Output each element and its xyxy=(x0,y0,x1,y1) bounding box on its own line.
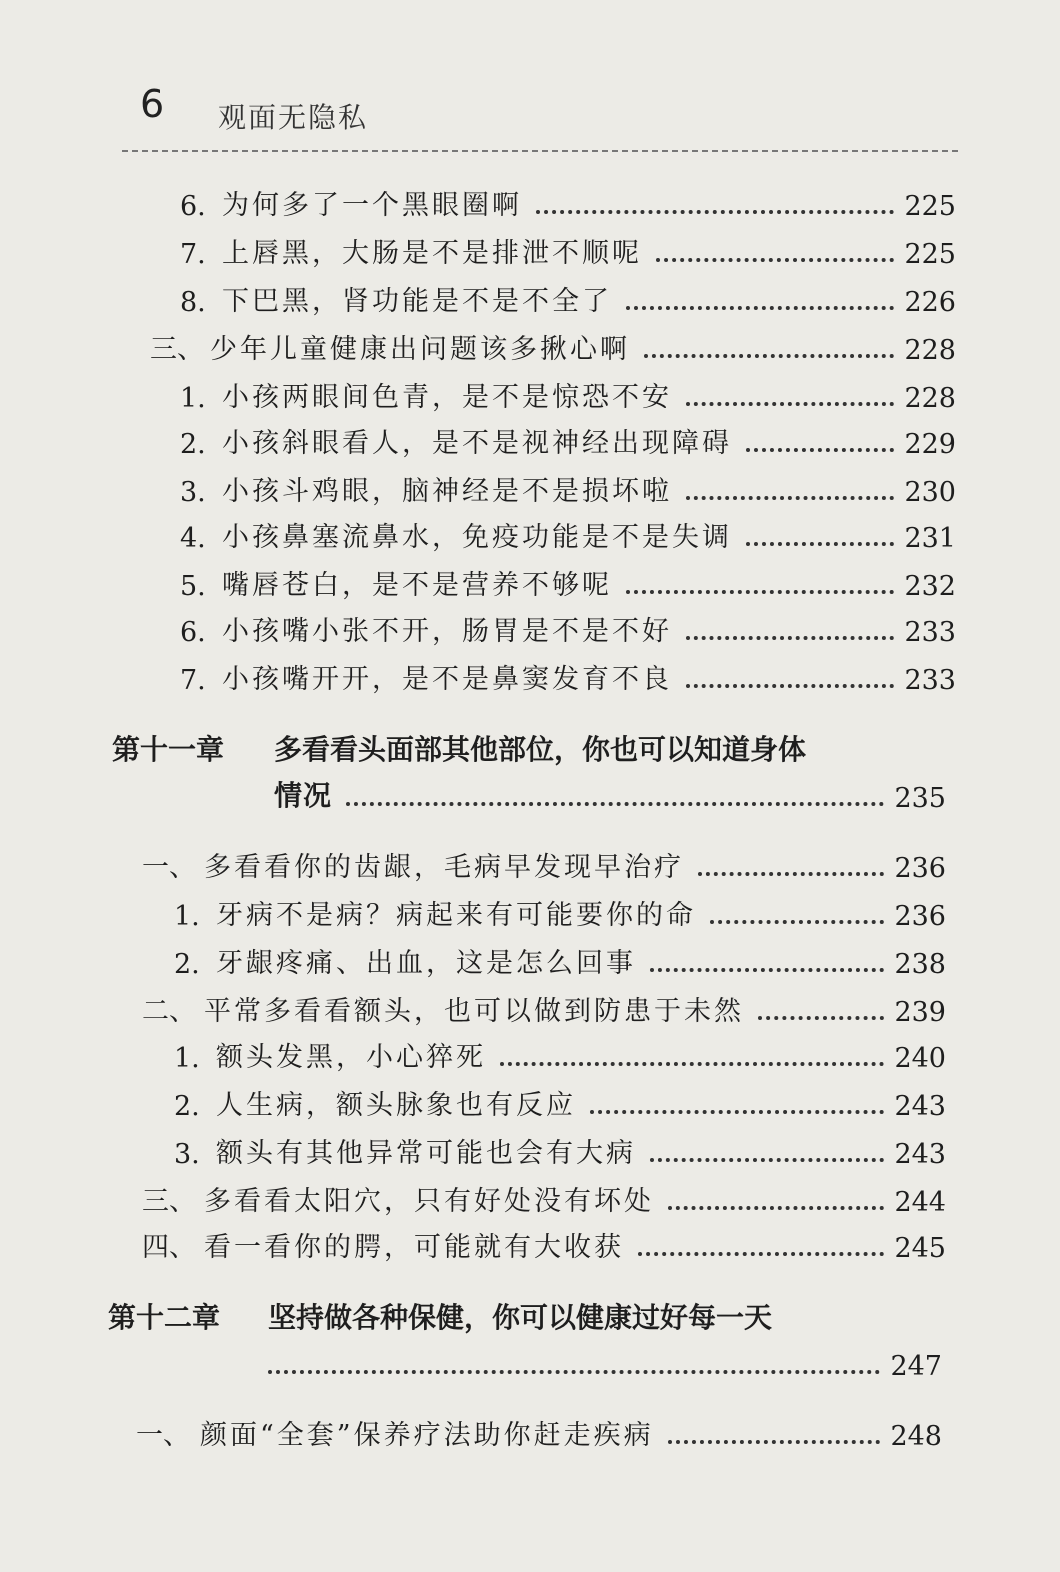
chapter-title-line2: 情况 xyxy=(274,779,333,812)
toc-entry-number: 6. xyxy=(180,617,206,648)
toc-entry-number: 4. xyxy=(180,523,206,554)
chapter-label[interactable]: 第十一章 xyxy=(112,733,225,766)
toc-entry-page: 228 xyxy=(904,335,956,366)
header-rule xyxy=(122,150,958,152)
leader-dots xyxy=(268,1370,880,1374)
toc-entry-title: 牙龈疼痛、出血，这是怎么回事 xyxy=(216,948,636,979)
toc-entry[interactable] xyxy=(180,562,956,602)
leader-dots xyxy=(758,1016,884,1020)
leader-dots xyxy=(686,496,894,500)
toc-entry[interactable] xyxy=(174,1082,946,1122)
chapter-title-continued[interactable] xyxy=(268,1342,942,1382)
toc-entry-title: 多看看你的齿龈，毛病早发现早治疗 xyxy=(204,852,684,883)
toc-entry-page: 228 xyxy=(904,383,956,414)
toc-entry-page: 229 xyxy=(904,429,956,460)
toc-entry-number: 7. xyxy=(180,239,206,270)
leader-dots xyxy=(698,872,884,876)
toc-entry-page: 233 xyxy=(904,665,956,696)
toc-entry-number: 二、 xyxy=(142,996,196,1027)
toc-entry-page: 233 xyxy=(904,617,956,648)
toc-entry-title: 颜面“全套”保养疗法助你赶走疾病 xyxy=(200,1420,654,1451)
toc-entry-number: 三、 xyxy=(150,334,204,365)
toc-section[interactable] xyxy=(142,844,946,884)
toc-entry-title: 嘴唇苍白，是不是营养不够呢 xyxy=(222,570,612,601)
toc-entry[interactable] xyxy=(180,182,956,222)
leader-dots xyxy=(656,258,894,262)
toc-entry-page: 226 xyxy=(904,287,956,318)
toc-entry-number: 6. xyxy=(180,191,206,222)
toc-entry[interactable] xyxy=(180,230,956,270)
toc-entry-title: 看一看你的腭，可能就有大收获 xyxy=(204,1232,624,1263)
toc-entry-page: 238 xyxy=(894,949,946,980)
toc-entry-title: 小孩鼻塞流鼻水，免疫功能是不是失调 xyxy=(222,522,732,553)
toc-entry-title: 为何多了一个黑眼圈啊 xyxy=(222,190,522,221)
leader-dots xyxy=(746,448,894,452)
toc-entry[interactable] xyxy=(180,514,956,554)
toc-entry-title: 小孩嘴开开，是不是鼻窦发育不良 xyxy=(222,664,672,695)
toc-entry-page: 245 xyxy=(894,1233,946,1264)
leader-dots xyxy=(650,1158,884,1162)
toc-entry-page: 243 xyxy=(894,1139,946,1170)
leader-dots xyxy=(686,402,894,406)
toc-entry-title: 小孩两眼间色青，是不是惊恐不安 xyxy=(222,382,672,413)
toc-entry-number: 2. xyxy=(174,949,200,980)
toc-entry-number: 1. xyxy=(180,383,206,414)
chapter-page: 247 xyxy=(890,1351,942,1382)
toc-entry[interactable] xyxy=(180,374,956,414)
toc-entry-title: 小孩斜眼看人，是不是视神经出现障碍 xyxy=(222,428,732,459)
leader-dots xyxy=(626,306,894,310)
toc-entry-number: 三、 xyxy=(142,1186,196,1217)
chapter-title[interactable]: 多看看头面部其他部位，你也可以知道身体 xyxy=(274,733,807,766)
toc-entry-title: 多看看太阳穴，只有好处没有坏处 xyxy=(204,1186,654,1217)
toc-entry-number: 1. xyxy=(174,1043,200,1074)
toc-entry-page: 239 xyxy=(894,997,946,1028)
leader-dots xyxy=(500,1062,884,1066)
toc-entry-number: 7. xyxy=(180,665,206,696)
toc-entry-page: 240 xyxy=(894,1043,946,1074)
toc-entry-title: 额头有其他异常可能也会有大病 xyxy=(216,1138,636,1169)
toc-entry[interactable] xyxy=(180,420,956,460)
toc-entry-title: 平常多看看额头，也可以做到防患于未然 xyxy=(204,996,744,1027)
chapter-title[interactable]: 坚持做各种保健，你可以健康过好每一天 xyxy=(268,1301,773,1334)
leader-dots xyxy=(686,684,894,688)
toc-entry-title: 人生病，额头脉象也有反应 xyxy=(216,1090,576,1121)
toc-entry-title: 小孩斗鸡眼，脑神经是不是损坏啦 xyxy=(222,476,672,507)
toc-entry-title: 下巴黑，肾功能是不是不全了 xyxy=(222,286,612,317)
toc-entry-number: 3. xyxy=(180,477,206,508)
leader-dots xyxy=(536,210,894,214)
toc-entry-page: 236 xyxy=(894,853,946,884)
toc-entry-number: 四、 xyxy=(142,1232,196,1263)
toc-entry-number: 3. xyxy=(174,1139,200,1170)
chapter-title-continued[interactable] xyxy=(274,774,946,814)
toc-entry[interactable] xyxy=(180,608,956,648)
toc-entry[interactable] xyxy=(174,940,946,980)
toc-section[interactable] xyxy=(150,326,956,366)
toc-entry-title: 上唇黑，大肠是不是排泄不顺呢 xyxy=(222,238,642,269)
toc-entry[interactable] xyxy=(180,468,956,508)
toc-entry-page: 244 xyxy=(894,1187,946,1218)
book-title: 观面无隐私 xyxy=(218,101,369,134)
leader-dots xyxy=(746,542,894,546)
toc-section[interactable] xyxy=(136,1412,942,1452)
toc-entry[interactable] xyxy=(174,892,946,932)
toc-entry-page: 243 xyxy=(894,1091,946,1122)
toc-entry-page: 236 xyxy=(894,901,946,932)
toc-section[interactable] xyxy=(142,1178,946,1218)
page-number: 6 xyxy=(140,82,165,126)
toc-entry-number: 8. xyxy=(180,287,206,318)
leader-dots xyxy=(638,1252,884,1256)
toc-entry-number: 5. xyxy=(180,571,206,602)
toc-entry-title: 小孩嘴小张不开，肠胃是不是不好 xyxy=(222,616,672,647)
toc-entry-title: 额头发黑，小心猝死 xyxy=(216,1042,486,1073)
toc-entry-number: 2. xyxy=(180,429,206,460)
toc-entry-page: 225 xyxy=(904,239,956,270)
leader-dots xyxy=(626,590,894,594)
toc-entry-number: 一、 xyxy=(136,1420,190,1451)
toc-entry-number: 2. xyxy=(174,1091,200,1122)
toc-entry[interactable] xyxy=(180,278,956,318)
leader-dots xyxy=(668,1206,884,1210)
toc-entry[interactable] xyxy=(174,1130,946,1170)
leader-dots xyxy=(590,1110,884,1114)
leader-dots xyxy=(668,1440,881,1444)
toc-entry-page: 248 xyxy=(890,1421,942,1452)
leader-dots xyxy=(346,802,884,806)
toc-entry-title: 少年儿童健康出问题该多揪心啊 xyxy=(210,334,630,365)
leader-dots xyxy=(644,354,894,358)
toc-entry-number: 1. xyxy=(174,901,200,932)
toc-entry-number: 一、 xyxy=(142,852,196,883)
toc-entry[interactable] xyxy=(180,656,956,696)
leader-dots xyxy=(710,920,884,924)
leader-dots xyxy=(686,636,894,640)
chapter-label[interactable]: 第十二章 xyxy=(108,1301,221,1334)
toc-entry-page: 231 xyxy=(904,523,956,554)
leader-dots xyxy=(650,968,884,972)
toc-entry-page: 230 xyxy=(904,477,956,508)
toc-entry[interactable] xyxy=(174,1034,946,1074)
toc-entry-page: 225 xyxy=(904,191,956,222)
toc-entry-title: 牙病不是病？病起来有可能要你的命 xyxy=(216,900,696,931)
toc-section[interactable] xyxy=(142,988,946,1028)
toc-section[interactable] xyxy=(142,1224,946,1264)
toc-entry-page: 232 xyxy=(904,571,956,602)
chapter-page: 235 xyxy=(894,783,946,814)
